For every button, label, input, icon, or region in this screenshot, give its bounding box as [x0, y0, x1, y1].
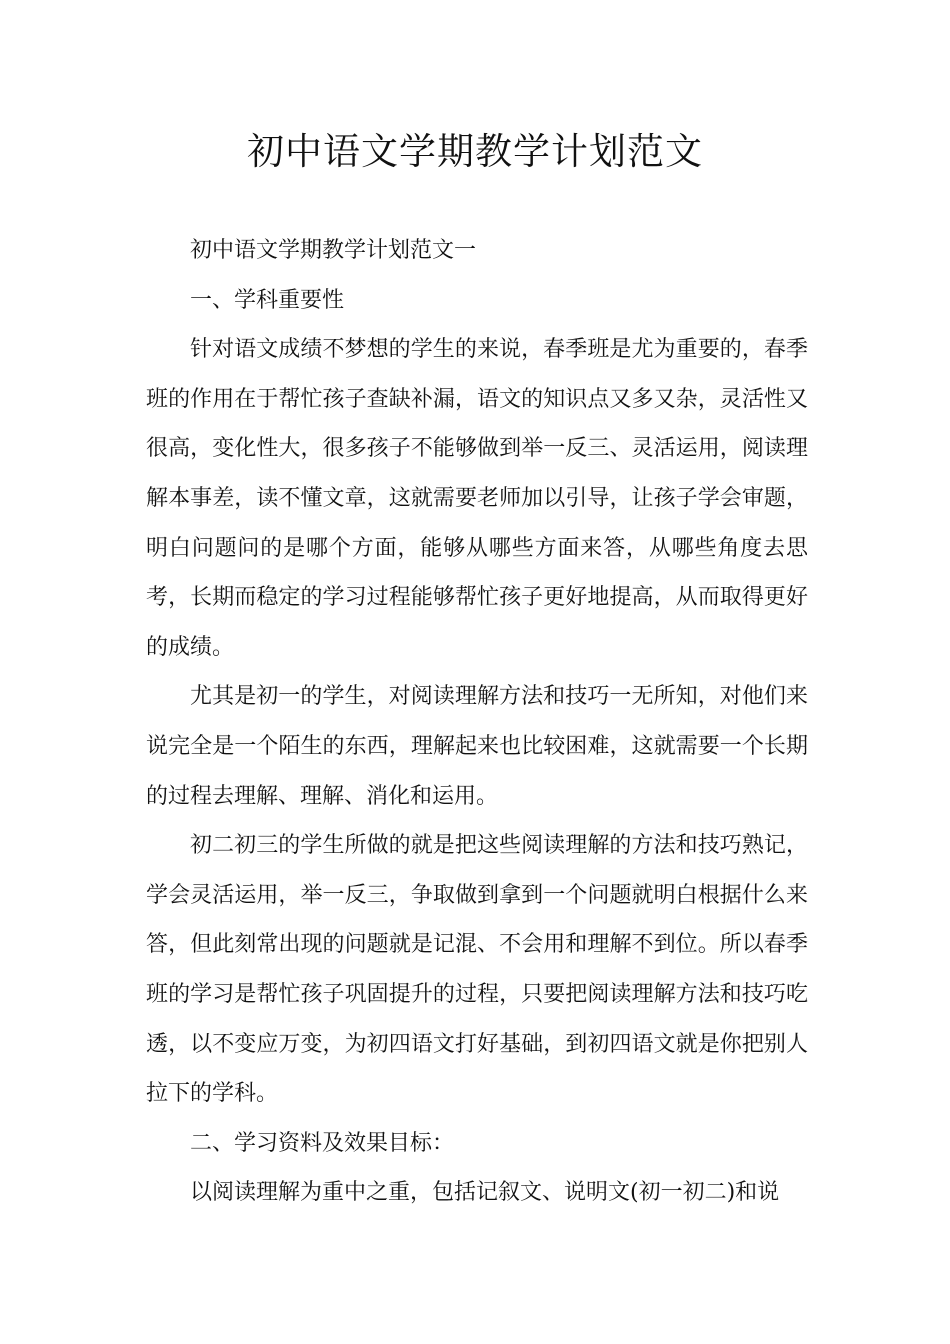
document-body — [146, 226, 808, 1218]
subtitle-paragraph: 初中语文学期教学计划范文一 — [190, 238, 477, 263]
document-title: 初中语文学期教学计划范文 — [247, 130, 703, 173]
section-heading-1: 一、学科重要性 — [190, 287, 345, 313]
body-paragraph: 初二初三的学生所做的就是把这些阅读理解的方法和技巧熟记，学会灵活运用，举一反三，争取做到拿到一个问题就明白根据什么来答，但此刻常出现的问题就是记混、不会用和理解不到位。所以春季班的学习是帮忙孩子巩固提升的过程，只要把阅读理解方法和技巧吃透，以不变应万变，为初四语文打好基础，到初四语文就是你把别人拉下的学科。 — [146, 833, 808, 1107]
body-paragraph: 以阅读理解为重中之重，包括记叙文、说明文(初一初二)和说 — [190, 1180, 780, 1206]
body-paragraph: 尤其是初一的学生，对阅读理解方法和技巧一无所知，对他们来说完全是一个陌生的东西，理解起来也比较困难，这就需要一个长期的过程去理解、理解、消化和运用。 — [146, 684, 808, 809]
section-heading-2: 二、学习资料及效果目标： — [190, 1130, 455, 1156]
body-paragraph: 针对语文成绩不梦想的学生的来说，春季班是尤为重要的，春季班的作用在于帮忙孩子查缺补漏，语文的知识点又多又杂，灵活性又很高，变化性大，很多孩子不能够做到举一反三、灵活运用，阅读理解本事差，读不懂文章，这就需要老师加以引导，让孩子学会审题，明白问题问的是哪个方面，能够从哪些方面来答，从哪些角度去思考，长期而稳定的学习过程能够帮忙孩子更好地提高，从而取得更好的成绩。 — [146, 337, 808, 660]
